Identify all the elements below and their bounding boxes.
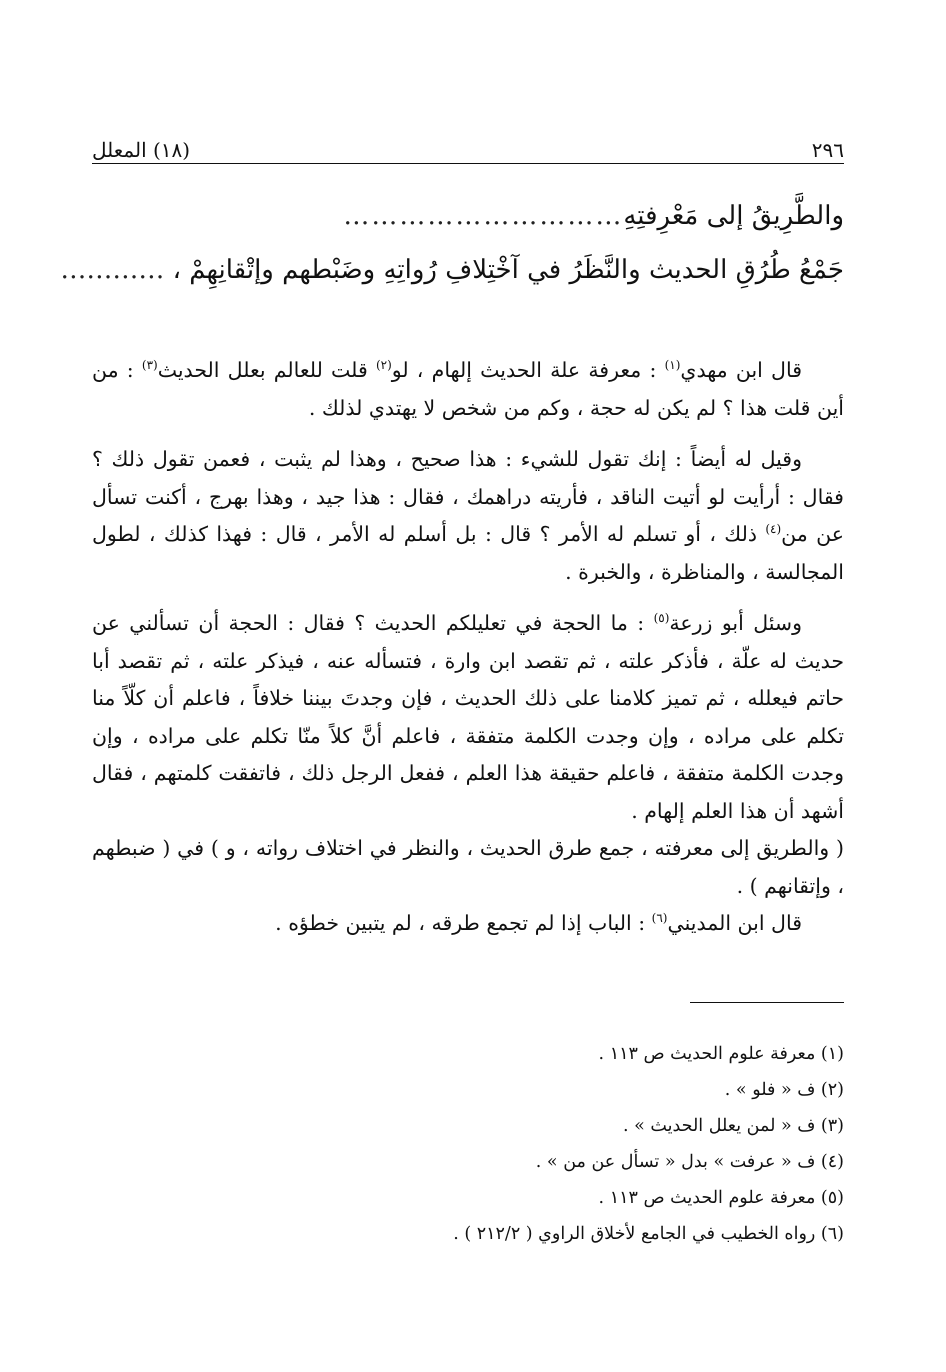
header-rule bbox=[92, 163, 844, 164]
paragraph-text: وسئل أبو زرعة bbox=[669, 611, 802, 635]
footnote-ref: (٤) bbox=[765, 522, 782, 537]
footnotes bbox=[92, 1036, 844, 1252]
paragraph-text: قال ابن المديني bbox=[667, 911, 802, 935]
paragraph-text: : من أين قلت هذا ؟ لم يكن له حجة ، وكم من شخص لا يهتدي لذلك . bbox=[92, 358, 844, 420]
running-title: (١٨) المعلل bbox=[92, 138, 191, 162]
footnote-item: (١) معرفة علوم الحديث ص ١١٣ . bbox=[598, 1044, 844, 1064]
footnote-item: (٢) ف « فلو » . bbox=[724, 1080, 844, 1100]
paragraph-text: : ما الحجة في تعليلكم الحديث ؟ فقال : الحجة أن تسألني عن حديث له علّة ، فأذكر علته ، ثم تقصد ابن وارة ، فتسأله عنه ، فيذكر علته ، ثم تقصد أبا حاتم فيعلله ، ثم تميز كلامنا على ذلك الحديث ، فإن وجدتَ بيننا خلافاً ، فاعلم أن كلّاً منا تكلم على مراده ، وإن وجدت الكلمة متفقة ، فاعلم أنَّ كلاً منّا تكلم على مراده ، وإن وجدت الكلمة متفقة ، فاعلم حقيقة هذا العلم ، ففعل الرجل ذلك ، فاتفقت كلمتهم ، فقال أشهد أن هذا العلم إلهام . bbox=[92, 611, 845, 823]
footnote-ref: (٦) bbox=[651, 911, 668, 926]
paragraph-text: : الباب إذا لم تجمع طرقه ، لم يتبين خطؤه . bbox=[275, 911, 652, 935]
footnote-item: (٣) ف « لمن يعلل الحديث » . bbox=[623, 1116, 844, 1136]
verse-line-1-text: والطَّرِيقُ إلى مَعْرِفتِهِ bbox=[623, 201, 844, 231]
paragraph-text: ( والطريق إلى معرفته ، جمع طرق الحديث ، والنظر في اختلاف رواته ، و ) في ( ضبطهم ، وإتقانهم ) . bbox=[92, 836, 844, 898]
footnote-item: (٤) ف « عرفت » بدل « تسأل عن من » . bbox=[535, 1152, 844, 1172]
footnote-ref: (١) bbox=[664, 358, 681, 373]
verse-line-1 bbox=[92, 196, 844, 236]
paragraph-abu-zura bbox=[92, 605, 844, 830]
footnote-item: (٦) رواه الخطيب في الجامع لأخلاق الراوي ( ٢١٢/٢ ) . bbox=[453, 1224, 844, 1244]
paragraph-text: قال ابن مهدي bbox=[680, 358, 802, 382]
footnote-ref: (٥) bbox=[653, 611, 670, 626]
commentary-body bbox=[92, 352, 844, 943]
paragraph-text: قلت للعالم بعلل الحديث bbox=[157, 358, 376, 382]
footnote-item: (٥) معرفة علوم الحديث ص ١١٣ . bbox=[598, 1188, 844, 1208]
paragraph-qila-lahu bbox=[92, 441, 844, 591]
paragraph-sharh bbox=[92, 830, 844, 905]
footnote-ref: (٣) bbox=[141, 358, 158, 373]
verse-line-2-dots: ………… bbox=[60, 255, 165, 285]
verse-line-2 bbox=[60, 250, 844, 290]
page-number: ٢٩٦ bbox=[811, 138, 844, 162]
paragraph-text: وقيل له أيضاً : إنك تقول للشيء : هذا صحيح ، وهذا لم يثبت ، فعمن تقول ذلك ؟ فقال : أرأيت لو أتيت الناقد ، فأريته دراهمك ، فقال : هذا جيد ، وهذا بهرج ، أكنت تسأل عن من bbox=[92, 447, 844, 546]
verse-line-2-text: جَمْعُ طُرُقِ الحديث والنَّظَرُ في آخْتِلافِ رُواتِهِ وضَبْطهم وإتْقانِهِمْ ، bbox=[172, 255, 844, 285]
verse-line-1-dots: ………………………… bbox=[343, 201, 624, 231]
paragraph-ibn-madini bbox=[92, 905, 844, 943]
paragraph-text: ذلك ، أو تسلم له الأمر ؟ قال : بل أسلم له الأمر ، قال : فهذا كذلك ، لطول المجالسة ، والمناظرة ، والخبرة . bbox=[92, 522, 844, 584]
paragraph-text: : معرفة علة الحديث إلهام ، لو bbox=[391, 358, 665, 382]
paragraph-ibn-mahdi bbox=[92, 352, 844, 427]
footnote-rule bbox=[690, 1002, 844, 1003]
footnote-ref: (٢) bbox=[375, 358, 392, 373]
running-header bbox=[92, 128, 844, 162]
